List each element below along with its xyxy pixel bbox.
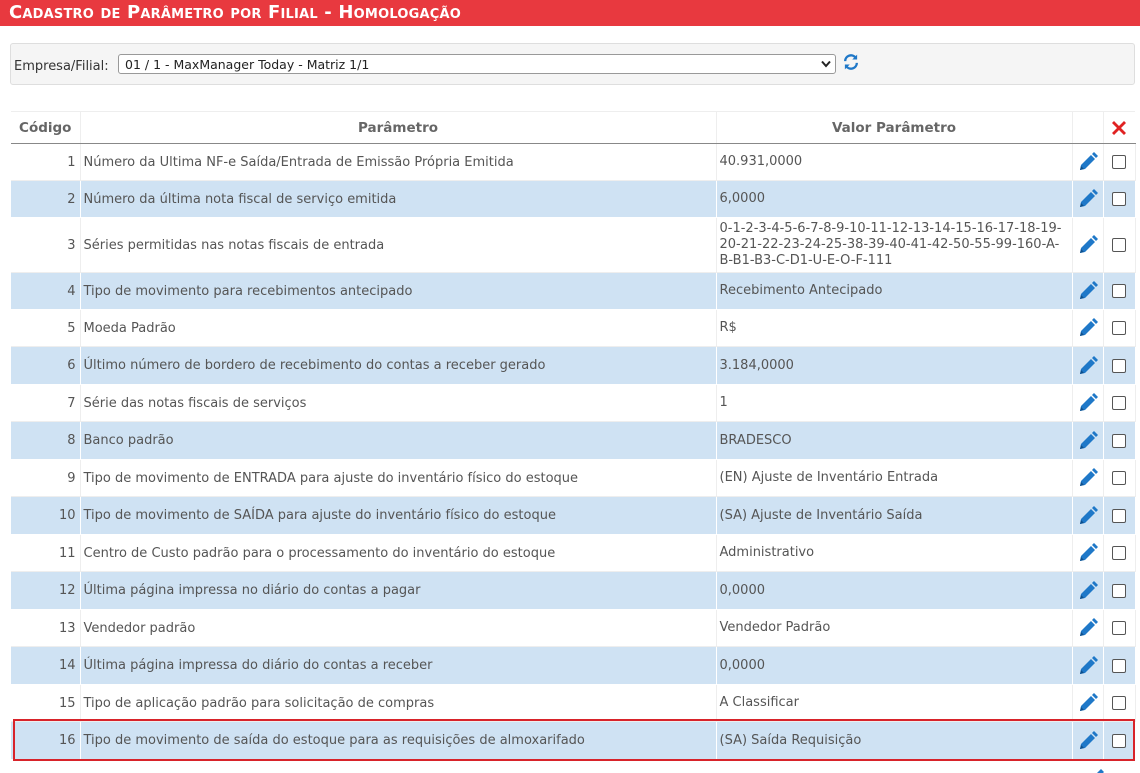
table-row — [11, 273, 1135, 310]
cell-parametro: Último número de bordero de recebimento do contas a receber gerado — [80, 347, 716, 385]
edit-cell — [1072, 497, 1103, 535]
row-select-checkbox[interactable] — [1112, 434, 1126, 448]
edit-pencil-icon[interactable] — [1078, 321, 1098, 336]
cell-parametro: Número da Ultima NF-e Saída/Entrada de Emissão Própria Emitida — [80, 144, 716, 181]
col-header-codigo[interactable]: Código — [11, 112, 80, 144]
cell-codigo: 4 — [11, 273, 80, 310]
parameters-table — [11, 111, 1136, 760]
cell-valor: Recebimento Antecipado — [716, 273, 1072, 310]
refresh-icon[interactable] — [842, 53, 860, 71]
cell-valor: (SA) Saída Requisição — [716, 722, 1072, 760]
edit-cell — [1072, 460, 1103, 497]
edit-pencil-icon[interactable] — [1078, 733, 1098, 748]
row-select-checkbox[interactable] — [1112, 192, 1126, 206]
cell-codigo: 14 — [11, 647, 80, 685]
cell-valor: 1 — [716, 385, 1072, 422]
row-select-checkbox[interactable] — [1112, 396, 1126, 410]
edit-pencil-icon[interactable] — [1078, 583, 1098, 598]
cell-valor: Vendedor Padrão — [716, 610, 1072, 647]
cell-parametro: Tipo de aplicação padrão para solicitação de compras — [80, 685, 716, 722]
cell-parametro: Última página impressa do diário do contas a receber — [80, 647, 716, 685]
cell-codigo: 16 — [11, 722, 80, 760]
table-row — [11, 218, 1135, 273]
partial-edit-icon — [1085, 766, 1105, 773]
select-cell — [1103, 647, 1135, 685]
row-select-checkbox[interactable] — [1112, 584, 1126, 598]
table-row — [11, 460, 1135, 497]
table-row — [11, 497, 1135, 535]
row-select-checkbox[interactable] — [1112, 546, 1126, 560]
cell-parametro: Tipo de movimento para recebimentos antecipado — [80, 273, 716, 310]
cell-codigo: 7 — [11, 385, 80, 422]
cell-valor: A Classificar — [716, 685, 1072, 722]
table-row — [11, 647, 1135, 685]
table-row — [11, 144, 1135, 181]
cell-codigo: 12 — [11, 572, 80, 610]
col-header-edit — [1072, 112, 1103, 144]
edit-pencil-icon[interactable] — [1078, 658, 1098, 673]
company-branch-selected: 01 / 1 - MaxManager Today - Matriz 1/1 — [125, 57, 370, 72]
cell-parametro: Tipo de movimento de SAÍDA para ajuste do inventário físico do estoque — [80, 497, 716, 535]
select-cell — [1103, 460, 1135, 497]
company-branch-label: Empresa/Filial: — [14, 59, 109, 74]
cell-codigo: 6 — [11, 347, 80, 385]
col-header-valor[interactable]: Valor Parâmetro — [716, 112, 1072, 144]
edit-pencil-icon[interactable] — [1078, 433, 1098, 448]
edit-pencil-icon[interactable] — [1078, 471, 1098, 486]
edit-cell — [1072, 144, 1103, 181]
table-row — [11, 385, 1135, 422]
select-cell — [1103, 572, 1135, 610]
table-row — [11, 422, 1135, 460]
table-body — [11, 144, 1135, 760]
row-select-checkbox[interactable] — [1112, 321, 1126, 335]
cell-codigo: 3 — [11, 218, 80, 273]
row-select-checkbox[interactable] — [1112, 238, 1126, 252]
select-cell — [1103, 685, 1135, 722]
select-cell — [1103, 218, 1135, 273]
select-cell — [1103, 722, 1135, 760]
row-select-checkbox[interactable] — [1112, 359, 1126, 373]
select-cell — [1103, 347, 1135, 385]
cell-parametro: Tipo de movimento de ENTRADA para ajuste do inventário físico do estoque — [80, 460, 716, 497]
cell-valor: 0,0000 — [716, 572, 1072, 610]
table-row — [11, 310, 1135, 347]
cell-valor: 0-1-2-3-4-5-6-7-8-9-10-11-12-13-14-15-16-17-18-19-20-21-22-23-24-25-38-39-40-41-42-50-55-99-160-A-B-B1-B3-C-D1-U-E-O-F-111 — [716, 218, 1072, 273]
select-cell — [1103, 610, 1135, 647]
edit-pencil-icon[interactable] — [1078, 396, 1098, 411]
col-header-delete — [1103, 112, 1135, 144]
edit-pencil-icon[interactable] — [1078, 284, 1098, 299]
col-header-parametro[interactable]: Parâmetro — [80, 112, 716, 144]
cell-codigo: 8 — [11, 422, 80, 460]
row-select-checkbox[interactable] — [1112, 621, 1126, 635]
cell-codigo: 2 — [11, 181, 80, 218]
cell-valor: R$ — [716, 310, 1072, 347]
row-select-checkbox[interactable] — [1112, 734, 1126, 748]
edit-cell — [1072, 218, 1103, 273]
edit-cell — [1072, 347, 1103, 385]
select-cell — [1103, 535, 1135, 572]
edit-cell — [1072, 181, 1103, 218]
edit-pencil-icon[interactable] — [1078, 508, 1098, 523]
edit-cell — [1072, 722, 1103, 760]
edit-cell — [1072, 572, 1103, 610]
cell-parametro: Última página impressa no diário do contas a pagar — [80, 572, 716, 610]
cell-codigo: 13 — [11, 610, 80, 647]
cell-valor: 40.931,0000 — [716, 144, 1072, 181]
delete-selected-icon[interactable] — [1109, 118, 1129, 138]
cell-valor: 3.184,0000 — [716, 347, 1072, 385]
edit-pencil-icon[interactable] — [1078, 238, 1098, 253]
select-cell — [1103, 144, 1135, 181]
select-cell — [1103, 385, 1135, 422]
edit-cell — [1072, 422, 1103, 460]
edit-cell — [1072, 610, 1103, 647]
cell-valor: BRADESCO — [716, 422, 1072, 460]
cell-codigo: 1 — [11, 144, 80, 181]
cell-codigo: 11 — [11, 535, 80, 572]
row-select-checkbox[interactable] — [1112, 471, 1126, 485]
cell-parametro: Moeda Padrão — [80, 310, 716, 347]
cell-codigo: 9 — [11, 460, 80, 497]
select-cell — [1103, 273, 1135, 310]
cell-codigo: 5 — [11, 310, 80, 347]
cell-parametro: Vendedor padrão — [80, 610, 716, 647]
edit-pencil-icon[interactable] — [1078, 696, 1098, 711]
cell-valor: 0,0000 — [716, 647, 1072, 685]
cell-valor: 6,0000 — [716, 181, 1072, 218]
edit-cell — [1072, 310, 1103, 347]
page-title: Cadastro de Parâmetro por Filial - Homologação — [9, 2, 461, 23]
edit-pencil-icon[interactable] — [1078, 155, 1098, 170]
edit-cell — [1072, 273, 1103, 310]
cell-codigo: 10 — [11, 497, 80, 535]
select-cell — [1103, 422, 1135, 460]
row-select-checkbox[interactable] — [1112, 659, 1126, 673]
select-cell — [1103, 497, 1135, 535]
row-select-checkbox[interactable] — [1112, 696, 1126, 710]
table-row — [11, 572, 1135, 610]
cell-parametro: Série das notas fiscais de serviços — [80, 385, 716, 422]
cell-parametro: Tipo de movimento de saída do estoque para as requisições de almoxarifado — [80, 722, 716, 760]
row-select-checkbox[interactable] — [1112, 509, 1126, 523]
edit-cell — [1072, 647, 1103, 685]
company-branch-select[interactable] — [118, 54, 836, 74]
title-bar — [0, 0, 1140, 26]
table-row — [11, 685, 1135, 722]
edit-cell — [1072, 385, 1103, 422]
filter-panel — [10, 43, 1135, 85]
edit-pencil-icon[interactable] — [1078, 192, 1098, 207]
cell-codigo: 15 — [11, 685, 80, 722]
table-header-row — [11, 112, 1135, 144]
table-row — [11, 722, 1135, 760]
table-row — [11, 181, 1135, 218]
table-row — [11, 610, 1135, 647]
edit-pencil-icon[interactable] — [1078, 546, 1098, 561]
row-select-checkbox[interactable] — [1112, 155, 1126, 169]
cell-parametro: Banco padrão — [80, 422, 716, 460]
cell-valor: (EN) Ajuste de Inventário Entrada — [716, 460, 1072, 497]
cell-parametro: Séries permitidas nas notas fiscais de entrada — [80, 218, 716, 273]
edit-cell — [1072, 685, 1103, 722]
cell-parametro: Número da última nota fiscal de serviço emitida — [80, 181, 716, 218]
chevron-down-icon — [821, 60, 831, 68]
edit-cell — [1072, 535, 1103, 572]
cell-parametro: Centro de Custo padrão para o processamento do inventário do estoque — [80, 535, 716, 572]
cell-valor: Administrativo — [716, 535, 1072, 572]
row-select-checkbox[interactable] — [1112, 284, 1126, 298]
edit-pencil-icon[interactable] — [1078, 358, 1098, 373]
table-row — [11, 347, 1135, 385]
cell-valor: (SA) Ajuste de Inventário Saída — [716, 497, 1072, 535]
edit-pencil-icon[interactable] — [1078, 621, 1098, 636]
select-cell — [1103, 310, 1135, 347]
select-cell — [1103, 181, 1135, 218]
table-row — [11, 535, 1135, 572]
